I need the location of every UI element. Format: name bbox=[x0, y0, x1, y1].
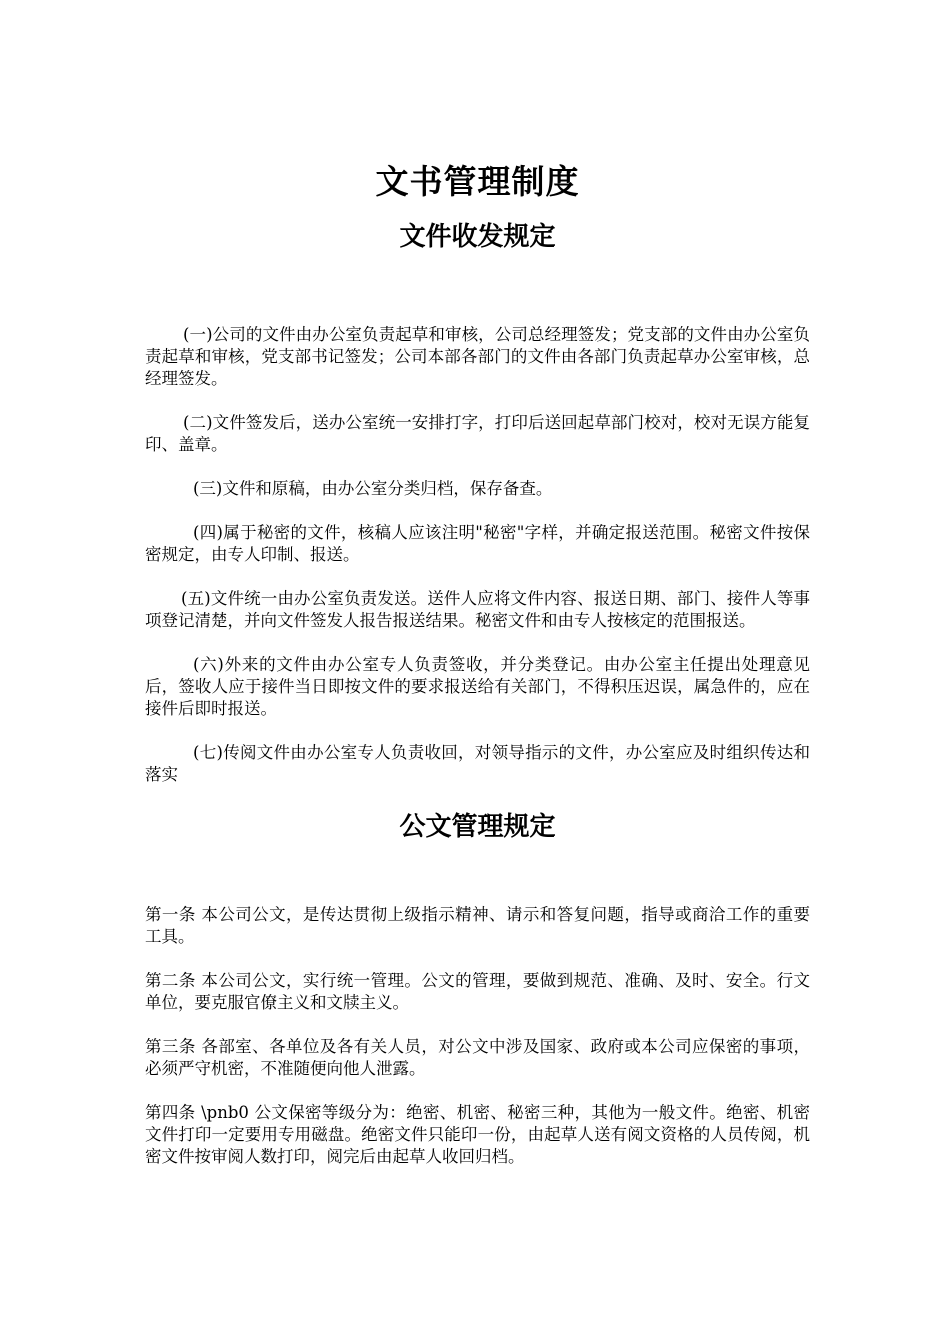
paragraph: (七)传阅文件由办公室专人负责收回，对领导指示的文件，办公室应及时组织传达和落实 bbox=[145, 743, 810, 784]
section-heading-document-management: 公文管理规定 bbox=[399, 812, 556, 842]
document-title: 文书管理制度 bbox=[375, 162, 580, 201]
paragraph: (四)属于秘密的文件，核稿人应该注明"秘密"字样，并确定报送范围。秘密文件按保密规定，由专人印制、报送。 bbox=[145, 523, 810, 564]
paragraph: (六)外来的文件由办公室专人负责签收，并分类登记。由办公室主任提出处理意见后，签收人应于接件当日即按文件的要求报送给有关部门，不得积压迟误，属急件的，应在接件后即时报送。 bbox=[145, 655, 810, 718]
section-heading-file-dispatch: 文件收发规定 bbox=[399, 222, 556, 252]
section-file-dispatch bbox=[145, 324, 810, 786]
paragraph: (一)公司的文件由办公室负责起草和审核，公司总经理签发；党支部的文件由办公室负责起草和审核，党支部书记签发；公司本部各部门的文件由各部门负责起草办公室审核，总经理签发。 bbox=[145, 325, 810, 388]
article-paragraph: 第二条 本公司公文，实行统一管理。公文的管理，要做到规范、准确、及时、安全。行文单位，要克服官僚主义和文牍主义。 bbox=[145, 971, 810, 1012]
paragraph: (二)文件签发后，送办公室统一安排打字，打印后送回起草部门校对，校对无误方能复印、盖章。 bbox=[145, 413, 810, 454]
paragraph: (三)文件和原稿，由办公室分类归档，保存备查。 bbox=[193, 479, 553, 498]
section-document-management bbox=[145, 904, 810, 1168]
article-paragraph: 第三条 各部室、各单位及各有关人员，对公文中涉及国家、政府或本公司应保密的事项，必须严守机密，不准随便向他人泄露。 bbox=[145, 1037, 810, 1078]
document-page bbox=[145, 150, 810, 1190]
article-paragraph: 第四条 \pnb0 公文保密等级分为：绝密、机密、秘密三种，其他为一般文件。绝密、机密文件打印一定要用专用磁盘。绝密文件只能印一份，由起草人送有阅文资格的人员传阅，机密文件按审阅人数打印，阅完后由起草人收回归档。 bbox=[145, 1103, 810, 1166]
article-paragraph: 第一条 本公司公文，是传达贯彻上级指示精神、请示和答复问题，指导或商洽工作的重要工具。 bbox=[145, 905, 810, 946]
paragraph: (五)文件统一由办公室负责发送。送件人应将文件内容、报送日期、部门、接件人等事项登记清楚，并向文件签发人报告报送结果。秘密文件和由专人按核定的范围报送。 bbox=[145, 589, 810, 630]
